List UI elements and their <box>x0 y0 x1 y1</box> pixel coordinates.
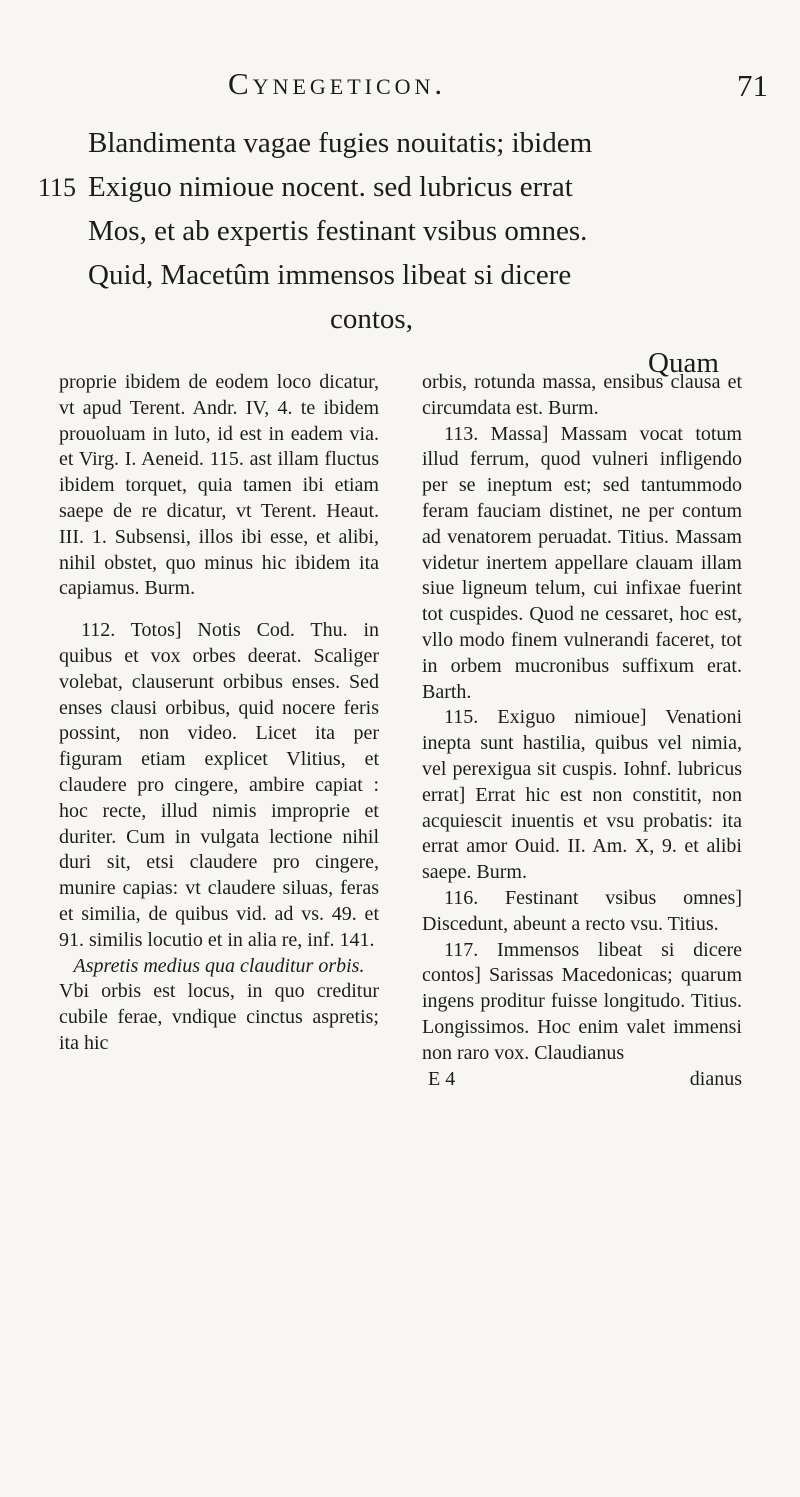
verse-line <box>330 303 413 347</box>
verse-line <box>88 127 592 171</box>
commentary-paragraph: 117. Immensos libeat si dicere contos] Sarissas Macedonicas; quarum ingens proditur fuisse longitudo. Titius. Longissimos. Hoc enim valet immensi non raro vox. Claudianus <box>422 938 742 1064</box>
verse-text: Blandimenta vagae fugies nouitatis; ibidem <box>88 127 593 159</box>
commentary-paragraph: 115. Exiguo nimioue] Venationi inepta sunt hastilia, quibus vel nimia, vel perexigua sit cuspis. Iohnf. lubricus errat] Errat hic est non constitit, non acquiescit inuentis et vsu probatis: ita errat amor Ouid. II. Am. X, 9. et alibi saepe. Burm. <box>422 706 742 884</box>
page-number: 71 <box>737 68 768 103</box>
commentary-paragraph: orbis, rotunda massa, ensibus clausa et circumdata est. Burm. <box>422 371 742 419</box>
commentary-left-column <box>59 370 379 1057</box>
verse-text: Quid, Macetûm immensos libeat si dicere <box>88 259 572 291</box>
commentary-paragraph: 112. Totos] Notis Cod. Thu. in quibus et vox orbes deerat. Scaliger volebat, clauserunt orbibus enses. Sed enses clausi orbibus, quid nocere feris possint, non video. Licet ita per figuram etiam explicet Vlitius, et claudere pro cingere, ambire capiat : hoc recte, illud nimis improprie et duriter. Cum in vulgata lectione nihil duri sit, etsi claudere pro cingere, munire capias: vt claudere siluas, feras et similia, de quibus vid. ad vs. 49. et 91. similis locutio et in alia re, inf. 141. <box>59 619 379 951</box>
signature-mark: E 4 <box>428 1067 456 1090</box>
catchword: dianus <box>689 1067 742 1090</box>
verse-number: 115 <box>38 173 77 202</box>
verse-line <box>88 215 587 259</box>
verse-text: contos, <box>330 303 413 335</box>
verse-text: Mos, et ab expertis festinant vsibus omnes. <box>88 215 588 247</box>
commentary-right-column <box>422 370 742 1093</box>
commentary-paragraph: 116. Festinant vsibus omnes] Discedunt, abeunt a recto vsu. Titius. <box>422 886 742 935</box>
verse-text: Quam <box>648 347 719 379</box>
page-header <box>0 66 800 116</box>
commentary-paragraph: Vbi orbis est locus, in quo creditur cubile ferae, vndique cinctus aspretis; ita hic <box>59 980 379 1054</box>
verse-line <box>88 259 571 303</box>
commentary-paragraph: proprie ibidem de eodem loco dicatur, vt apud Terent. Andr. IV, 4. te ibidem prouoluam in luto, id est in eadem via. et Virg. I. Aeneid. 115. ast illam fluctus ibidem torquet, quia tamen ibi etiam saepe de re dicatur, vt Terent. Heaut. III. 1. Subsensi, illos ibi esse, et alibi, nihil obstet, quo minus hic ibidem ita capiamus. Burm. <box>59 371 379 600</box>
quoted-verse: Aspretis medius qua clauditur orbis. <box>73 954 365 977</box>
running-title: Cynegeticon. <box>228 66 447 101</box>
verse-text: Exiguo nimioue nocent. sed lubricus errat <box>88 171 573 203</box>
verse-line <box>0 171 800 215</box>
commentary-paragraph: 113. Massa] Massam vocat totum illud ferrum, quod vulneri infligendo per se ineptum est; sed tantummodo feram fauciam distinet, ne per contum ad venatorem peruadat. Titius. Massam videtur inertem appellare clauam illam siue ligneum telum, cui infixae fuerint tot cuspides. Quod ne cessaret, hoc est, vllo modo finem vulnerandi faceret, tot in orbem mucronibus suffixum erat. Barth. <box>422 422 742 703</box>
footer-line <box>422 1067 742 1093</box>
